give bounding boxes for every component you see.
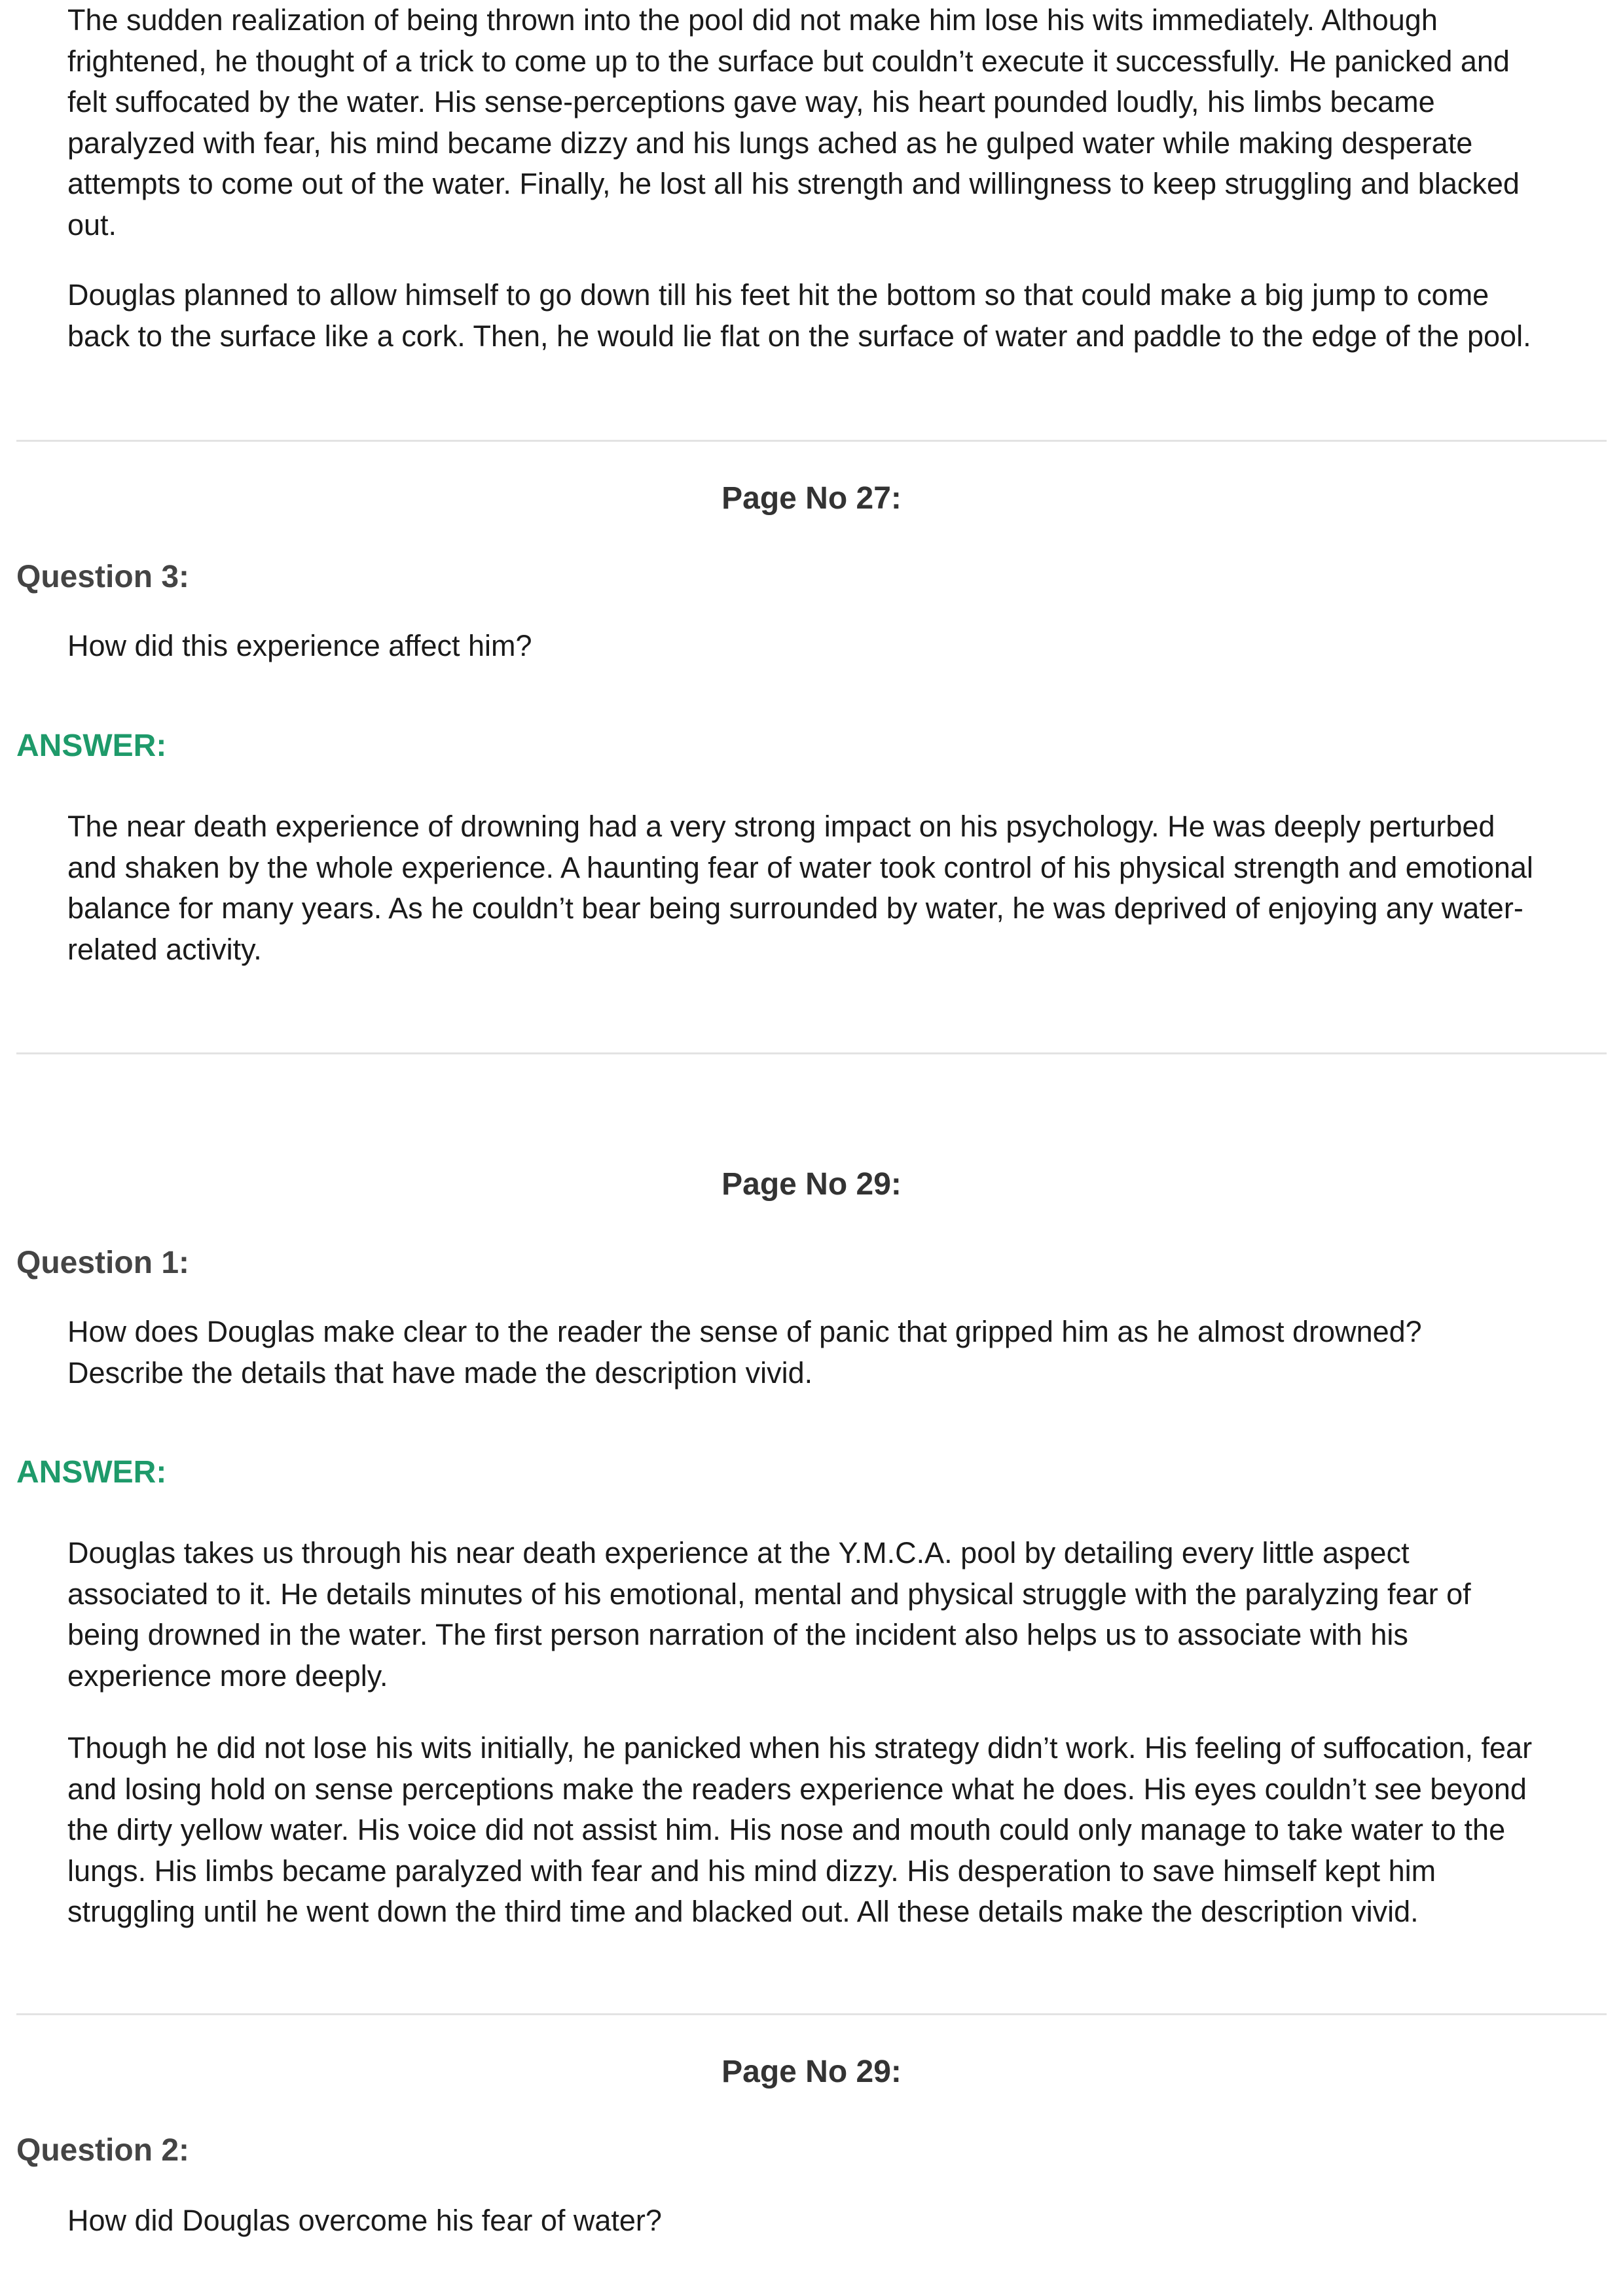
text-line: How does Douglas make clear to the reader the sense of panic that gripped him as he almost drowned? bbox=[67, 1315, 1422, 1348]
answer-paragraph bbox=[67, 1728, 1613, 1933]
question-text bbox=[67, 2200, 1613, 2242]
answer-paragraph bbox=[67, 806, 1613, 970]
text-line: back to the surface like a cork. Then, he would lie flat on the surface of water and paddle to the edge of the pool. bbox=[67, 319, 1531, 353]
question-text bbox=[67, 1312, 1613, 1393]
text-line: balance for many years. As he couldn’t bear being surrounded by water, he was deprived of enjoying any water- bbox=[67, 891, 1523, 925]
question-heading: Question 2: bbox=[16, 2133, 190, 2168]
text-line: Douglas planned to allow himself to go down till his feet hit the bottom so that could make a big jump to come bbox=[67, 278, 1489, 312]
text-line: and shaken by the whole experience. A haunting fear of water took control of his physical strength and emotional bbox=[67, 850, 1533, 884]
page-number-heading: Page No 29: bbox=[721, 2054, 902, 2089]
section-divider bbox=[16, 2013, 1607, 2015]
text-line: felt suffocated by the water. His sense-perceptions gave way, his heart pounded loudly, his limbs became bbox=[67, 85, 1435, 118]
text-line: paralyzed with fear, his mind became dizzy and his lungs ached as he gulped water while making desperate bbox=[67, 126, 1473, 160]
text-line: struggling until he went down the third time and blacked out. All these details make the description vivid. bbox=[67, 1895, 1419, 1928]
text-line: and losing hold on sense perceptions make the readers experience what he does. His eyes couldn’t see beyond bbox=[67, 1772, 1527, 1806]
section-divider bbox=[16, 440, 1607, 442]
text-line: The sudden realization of being thrown into the pool did not make him lose his wits immediately. Although bbox=[67, 3, 1438, 37]
intro-paragraph-1 bbox=[67, 0, 1613, 245]
text-line: How did Douglas overcome his fear of water? bbox=[67, 2204, 662, 2237]
text-line: The near death experience of drowning had a very strong impact on his psychology. He was deeply perturbed bbox=[67, 810, 1495, 843]
answer-heading: ANSWER: bbox=[16, 728, 167, 763]
question-heading: Question 1: bbox=[16, 1246, 190, 1280]
section-divider bbox=[16, 1052, 1607, 1054]
text-line: being drowned in the water. The first person narration of the incident also helps us to associate with his bbox=[67, 1618, 1408, 1651]
text-line: out. bbox=[67, 207, 117, 242]
page-number-heading: Page No 27: bbox=[721, 481, 902, 516]
text-line: attempts to come out of the water. Finally, he lost all his strength and willingness to keep struggling and blacked bbox=[67, 167, 1520, 200]
text-line: the dirty yellow water. His voice did not assist him. His nose and mouth could only manage to take water to the bbox=[67, 1813, 1506, 1846]
text-line: frightened, he thought of a trick to come up to the surface but couldn’t execute it successfully. He panicked and bbox=[67, 44, 1510, 78]
text-line: associated to it. He details minutes of his emotional, mental and physical struggle with the paralyzing fear of bbox=[67, 1577, 1471, 1611]
question-heading: Question 3: bbox=[16, 560, 190, 594]
page-number-heading: Page No 29: bbox=[721, 1167, 902, 1202]
intro-paragraph-2 bbox=[67, 275, 1613, 357]
text-line: Though he did not lose his wits initially, he panicked when his strategy didn’t work. His feeling of suffocation, fear bbox=[67, 1731, 1533, 1765]
text-line: How did this experience affect him? bbox=[67, 629, 532, 662]
text-line: related activity. bbox=[67, 932, 262, 966]
text-line: lungs. His limbs became paralyzed with fear and his mind dizzy. His desperation to save himself kept him bbox=[67, 1854, 1436, 1888]
answer-paragraph bbox=[67, 1533, 1613, 1696]
text-line: Describe the details that have made the description vivid. bbox=[67, 1355, 813, 1390]
question-text bbox=[67, 626, 1613, 667]
text-line: Douglas takes us through his near death experience at the Y.M.C.A. pool by detailing every little aspect bbox=[67, 1536, 1410, 1570]
answer-heading: ANSWER: bbox=[16, 1455, 167, 1490]
text-line: experience more deeply. bbox=[67, 1659, 388, 1693]
